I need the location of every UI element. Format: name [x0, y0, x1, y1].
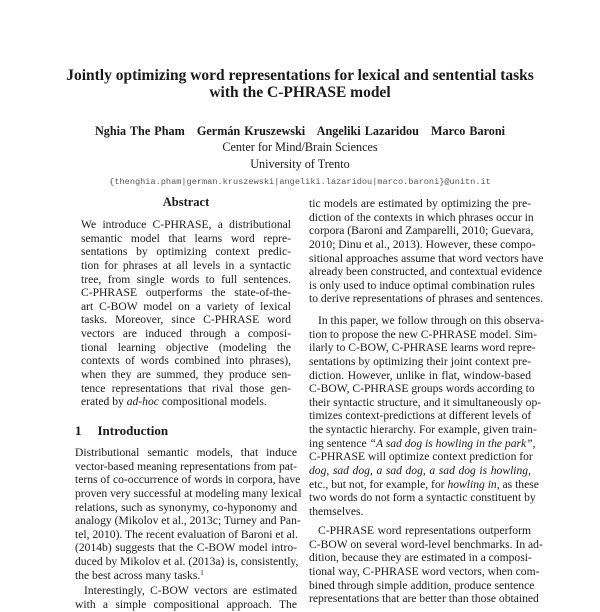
abstract-body: [81, 218, 291, 409]
text-line: corpora (Baroni and Zamparelli, 2010; Guevara,: [309, 224, 534, 238]
text-segment: ,: [422, 464, 430, 478]
text-line: diction. However, unlike in flat, window-based: [309, 368, 531, 382]
text-line: tree, from single words to full sentences.: [81, 272, 291, 286]
text-line: with a simple compositional approach. The: [75, 598, 297, 612]
text-line: sentations by optimizing context predic-: [81, 245, 291, 259]
italic-text: a sad dog is howling: [429, 464, 529, 478]
text-line: when they are summed, they produce sen-: [81, 368, 291, 382]
text-line: tion for phrases at all levels in a syntactic: [81, 258, 291, 272]
text-segment: ing sentence: [309, 436, 370, 450]
text-line: analogy (Mikolov et al., 2013c; Turney and Pan-: [75, 514, 301, 528]
text-line: already been constructed, and contextual evidence: [309, 265, 543, 279]
text-line: C-PHRASE will optimize context prediction for: [309, 450, 533, 464]
affiliation-univ: University of Trento: [250, 157, 350, 171]
text-line: ilarly to C-BOW, C-PHRASE learns word repre-: [309, 341, 536, 355]
text-line: We introduce C-PHRASE, a distributional: [81, 218, 291, 231]
text-line: C-PHRASE word representations outperform: [318, 524, 531, 537]
text-line: representations that are better than those obtained: [309, 592, 539, 606]
text-line: tic models are estimated by optimizing the pre-: [309, 197, 531, 210]
text-line: Distributional semantic models, that induce: [75, 446, 297, 459]
text-line: tel, 2010). The recent evaluation of Baroni et al.: [75, 527, 298, 541]
text-segment: ,: [369, 464, 377, 478]
italic-text: sad dog: [332, 464, 370, 478]
authors: Nghia The Pham Germán Kruszewski Angeliki Lazaridou Marco Baroni: [94, 124, 506, 138]
text-line: sitional approaches assume that word vectors have: [309, 251, 544, 265]
intro-body: [75, 446, 302, 612]
text-line: vector-based meaning representations from pat-: [75, 459, 297, 473]
italic-text: dog: [309, 464, 327, 478]
text-line: the best across many tasks.$^1$: [75, 568, 204, 582]
section-number: 1: [75, 423, 82, 438]
text-segment: ,: [528, 464, 532, 478]
text-line: tasks. Moreover, since C-PHRASE word: [81, 313, 291, 327]
text-line: two words do not form a syntactic constituent by: [309, 491, 536, 505]
text-line: themselves.: [309, 504, 364, 518]
right-paragraph-3: [309, 524, 543, 606]
text-line: terns of co-occurrence of words in corpora, have: [75, 473, 301, 487]
right-paragraph-2: [309, 314, 544, 519]
text-line: contexts of words combined into phrases),: [81, 354, 291, 368]
text-line: tional learning objective (modeling the: [81, 340, 291, 354]
text-segment: erated by: [81, 395, 127, 409]
section-title: Introduction: [97, 423, 169, 438]
text-line: Interestingly, C-BOW vectors are estimated: [84, 584, 297, 598]
text-line: [81, 395, 291, 409]
text-line: (2014b) suggests that the C-BOW model intro-: [75, 541, 297, 555]
text-line: tence representations that rival those gen-: [81, 381, 291, 395]
text-line: bined through simple addition, produce sentence: [309, 578, 535, 592]
text-line: [309, 464, 531, 478]
text-line: art C-BOW model on a variety of lexical: [81, 299, 291, 313]
italic-text: howling in: [447, 477, 497, 491]
paper-title-line-2: with the C-PHRASE model: [209, 84, 391, 101]
footnote-mark[interactable]: 1: [200, 568, 204, 577]
abstract-heading: Abstract: [162, 195, 210, 209]
text-line: the syntactic hierarchy. For example, given train-: [309, 423, 537, 437]
text-line: relations, such as synonymy, co-hyponomy and: [75, 500, 297, 514]
text-line: In this paper, we follow through on this observa-: [318, 314, 544, 327]
right-paragraph-1: [309, 197, 544, 306]
text-line: sentations by optimizing their joint context pre-: [309, 354, 531, 368]
paper-title-line-1: Jointly optimizing word representations for lexical and sentential tasks: [66, 67, 534, 84]
text-line: dition, because they are estimated in a composi-: [309, 551, 532, 565]
italic-text: “A sad dog is howling in the park”: [369, 436, 533, 450]
text-segment: compositional models.: [158, 395, 267, 409]
text-line: [309, 436, 536, 451]
text-line: to derive representations of phrases and sentences.: [309, 292, 544, 306]
text-segment: ,: [532, 436, 536, 450]
text-line: their syntactic structure, and it simultaneously op-: [309, 395, 542, 409]
text-line: vectors are induced through a composi-: [81, 327, 291, 341]
italic-text: ad-hoc: [126, 395, 159, 409]
text-line: C-BOW, C-PHRASE groups words according to: [309, 382, 535, 396]
text-segment: , as these: [496, 477, 539, 491]
text-line: C-BOW on several word-level benchmarks. In ad-: [309, 537, 543, 551]
text-line: [309, 477, 539, 492]
text-line: is only used to induce optimal combination rules: [309, 278, 535, 292]
text-line: tional way, C-PHRASE word vectors, when com-: [309, 564, 540, 578]
italic-text: a sad dog: [376, 464, 423, 478]
text-segment: ,: [326, 464, 333, 478]
text-line: proven very successful at modeling many lexical: [75, 486, 302, 500]
intro-heading: [75, 423, 168, 439]
text-line: C-PHRASE outperforms the state-of-the-: [81, 286, 291, 300]
text-line: semantic model that learns word repre-: [81, 231, 291, 245]
text-line: tion to propose the new C-PHRASE model. Sim-: [309, 327, 538, 341]
text-line: duced by Mikolov et al. (2013a) is, consistently,: [75, 555, 299, 569]
text-line: 2010; Dinu et al., 2013). However, these compo-: [309, 237, 536, 251]
text-segment: etc., but not, for example, for: [309, 477, 448, 491]
author-emails: {thenghia.pham|german.kruszewski|angeliki.lazaridou|marco.baroni}@unitn.it: [109, 177, 491, 187]
affiliation-dept: Center for Mind/Brain Sciences: [222, 140, 378, 154]
text-line: diction of the contexts in which phrases occur in: [309, 210, 534, 224]
text-line: timizes context-predictions at different levels of: [309, 409, 532, 423]
